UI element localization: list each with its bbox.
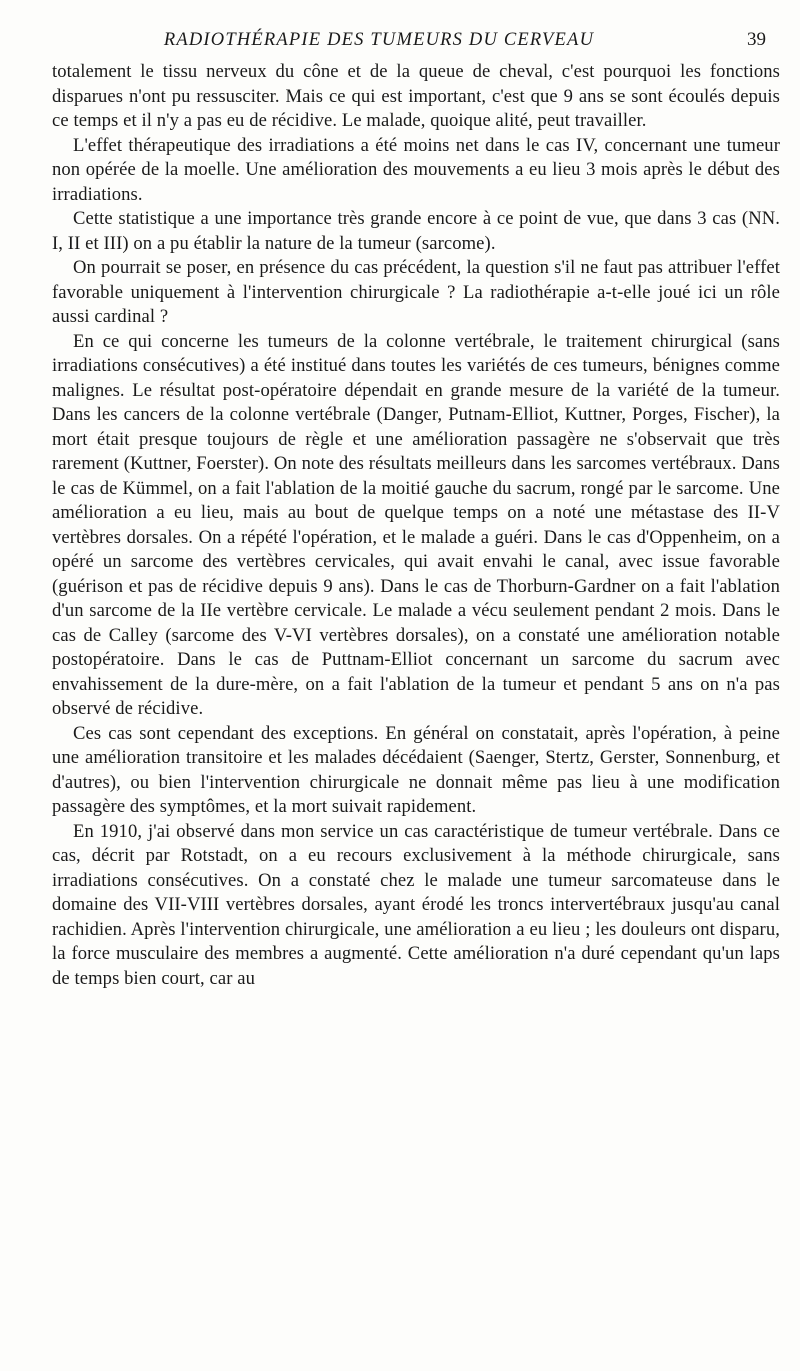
paragraph-4: On pourrait se poser, en présence du cas précédent, la question s'il ne faut pas attribuer l'effet favorable uniquement à l'intervention chirurgicale ? La radiothérapie a-t-elle joué ici un rôle aussi cardinal ? bbox=[52, 257, 780, 327]
running-title: RADIOTHÉRAPIE DES TUMEURS DU CERVEAU bbox=[163, 30, 595, 50]
paragraph-7: En 1910, j'ai observé dans mon service un cas caractéristique de tumeur vertébrale. Dans ce cas, décrit par Rotstadt, on a eu recours exclusivement à la méthode chirurgicale, sans irradiations consécutives. On a constaté chez le malade une tumeur sarcomateuse dans le domaine des VII-VIII vertèbres dorsales, ayant érodé les troncs intervertébraux jusqu'au canal rachidien. Après l'intervention chirurgicale, une amélioration a eu lieu ; les douleurs ont disparu, la force musculaire des membres a augmenté. Cette amélioration n'a duré cependant qu'un laps de temps bien court, car au bbox=[52, 820, 780, 989]
paragraph-2: L'effet thérapeutique des irradiations a été moins net dans le cas IV, concernant une tumeur non opérée de la moelle. Une amélioration des mouvements a eu lieu 3 mois après le début des irradiations. bbox=[52, 134, 780, 205]
page-number: 39 bbox=[747, 29, 766, 50]
running-header bbox=[52, 24, 766, 56]
paragraph-3: Cette statistique a une importance très grande encore à ce point de vue, que dans 3 cas (NN. I, II et III) on a pu établir la nature de la tumeur (sarcome). bbox=[52, 208, 780, 254]
paragraph-1: totalement le tissu nerveux du cône et de la queue de cheval, c'est pourquoi les fonctions disparues n'ont pu ressusciter. Mais ce qui est important, c'est que 9 ans se sont écoulés depuis ce temps et il n'y a pas eu de récidive. Le malade, quoique alité, peut travailler. bbox=[52, 61, 780, 131]
paragraph-6: Ces cas sont cependant des exceptions. En général on constatait, après l'opération, à peine une amélioration transitoire et les malades décédaient (Saenger, Stertz, Gerster, Sonnenburg, et d'autres), ou bien l'intervention chirurgicale ne donnait même pas lieu à une modification passagère des symptômes, et la mort suivait rapidement. bbox=[52, 722, 780, 817]
body-text bbox=[52, 60, 780, 991]
paragraph-5: En ce qui concerne les tumeurs de la colonne vertébrale, le traitement chirurgical (sans irradiations consécutives) a été institué dans toutes les variétés de ces tumeurs, bénignes comme malignes. Le résultat post-opératoire dépendait en grande mesure de la variété de la tumeur. Dans les cancers de la colonne vertébrale (Danger, Putnam-Elliot, Kuttner, Porges, Fischer), la mort était presque toujours de règle et une amélioration passagère ne s'observait que très rarement (Kuttner, Foerster). On note des résultats meilleurs dans les sarcomes vertébraux. Dans le cas de Kümmel, on a fait l'ablation de la moitié gauche du sacrum, rongé par le sarcome. Une amélioration a eu lieu, mais au bout de quelque temps on a noté une métastase des II-V vertèbres dorsales. On a répété l'opération, et le malade a guéri. Dans le cas d'Oppenheim, on a opéré un sarcome des vertèbres cervicales, qui avait envahi le canal, avec issue favorable (guérison et pas de récidive depuis 9 ans). Dans le cas de Thorburn-Gardner on a fait l'ablation d'un sarcome de la IIe vertèbre cervicale. Le malade a vécu seulement pendant 2 mois. Dans le cas de Calley (sarcome des V-VI vertèbres dorsales), on a constaté une amélioration notable postopératoire. Dans le cas de Puttnam-Elliot concernant un sarcome du sacrum avec envahissement de la dure-mère, on a fait l'ablation de la tumeur et pendant 5 ans on n'a pas observé de récidive. bbox=[52, 330, 780, 719]
